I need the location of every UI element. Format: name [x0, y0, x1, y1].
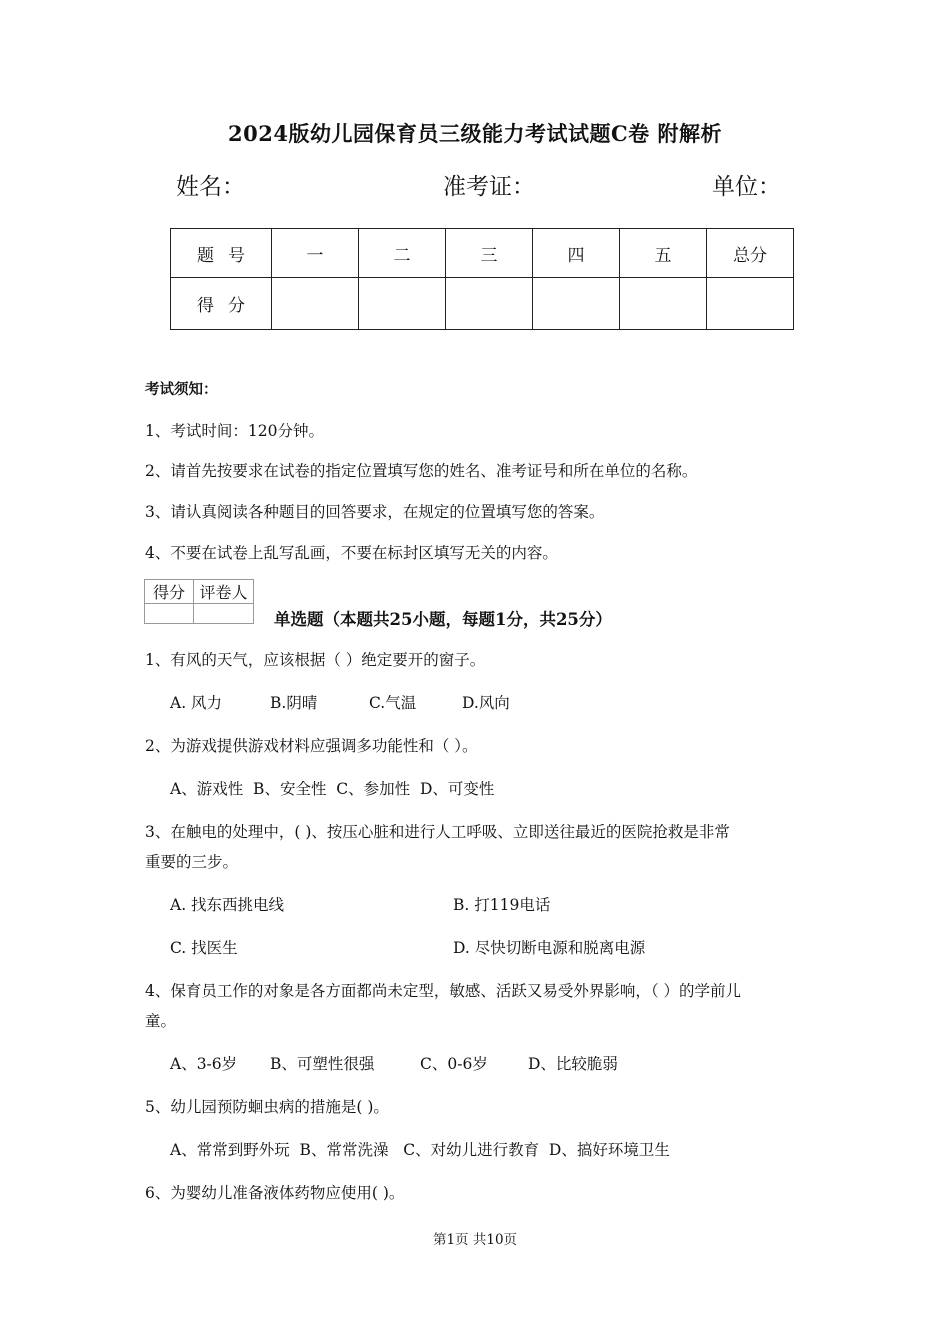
question-3-option-d: D. 尽快切断电源和脱离电源: [453, 939, 646, 957]
score-cell: [272, 278, 359, 330]
question-3-option-c: C. 找医生: [170, 939, 238, 957]
question-1-option-a: A. 风力: [170, 694, 223, 712]
question-3-stem-line1: 3、在触电的处理中，( )、按压心脏和进行人工呼吸、立即送往最近的医院抢救是非常: [145, 823, 730, 841]
exam-id-field-label: 准考证：: [443, 174, 535, 200]
score-table-col-3: 三: [446, 229, 533, 278]
question-4-option-d: D、比较脆弱: [528, 1055, 618, 1073]
grader-score-label: 得分: [145, 580, 194, 604]
notice-title: 考试须知：: [145, 381, 218, 398]
question-3-stem-line2: 重要的三步。: [145, 853, 239, 871]
question-5-stem: 5、幼儿园预防蛔虫病的措施是( )。: [145, 1098, 389, 1116]
score-table: [170, 228, 794, 330]
question-4-stem-line2: 童。: [145, 1012, 177, 1030]
notice-item-1: 1、考试时间：120分钟。: [145, 422, 324, 440]
unit-field-label: 单位：: [712, 174, 781, 200]
question-1-option-d: D.风向: [462, 694, 510, 712]
score-table-col-total: 总分: [707, 229, 794, 278]
grader-reviewer-label: 评卷人: [194, 580, 254, 604]
question-1-option-c: C.气温: [369, 694, 417, 712]
exam-title: 2024版幼儿园保育员三级能力考试试题C卷 附解析: [228, 121, 722, 146]
question-5-options: A、常常到野外玩 B、常常洗澡 C、对幼儿进行教育 D、搞好环境卫生: [170, 1141, 670, 1159]
question-1-option-b: B.阴晴: [270, 694, 318, 712]
score-cell: [620, 278, 707, 330]
question-1-stem: 1、有风的天气，应该根据（ ）绝定要开的窗子。: [145, 651, 486, 669]
question-4-option-c: C、0-6岁: [420, 1055, 488, 1073]
score-cell: [446, 278, 533, 330]
name-field-label: 姓名：: [176, 174, 245, 200]
grader-reviewer-cell: [194, 604, 254, 624]
page-footer: 第1页 共10页: [432, 1232, 518, 1248]
score-cell: [359, 278, 446, 330]
question-2-options: A、游戏性 B、安全性 C、参加性 D、可变性: [170, 780, 495, 798]
notice-item-3: 3、请认真阅读各种题目的回答要求，在规定的位置填写您的答案。: [145, 503, 605, 521]
score-table-col-1: 一: [272, 229, 359, 278]
score-table-col-5: 五: [620, 229, 707, 278]
score-table-col-4: 四: [533, 229, 620, 278]
score-cell: [533, 278, 620, 330]
grader-score-cell: [145, 604, 194, 624]
score-table-col-2: 二: [359, 229, 446, 278]
question-4-option-b: B、可塑性很强: [270, 1055, 375, 1073]
grader-table: [144, 579, 254, 624]
question-6-stem: 6、为婴幼儿准备液体药物应使用( )。: [145, 1184, 405, 1202]
question-4-option-a: A、3-6岁: [170, 1055, 238, 1073]
score-table-row1-head: 题号: [171, 229, 272, 278]
score-cell: [707, 278, 794, 330]
question-3-option-b: B. 打119电话: [453, 896, 551, 914]
question-4-stem-line1: 4、保育员工作的对象是各方面都尚未定型，敏感、活跃又易受外界影响，（ ）的学前儿: [145, 982, 742, 1000]
score-table-row2-head: 得分: [171, 278, 272, 330]
section-title: 单选题（本题共25小题，每题1分，共25分）: [274, 610, 612, 629]
question-3-option-a: A. 找东西挑电线: [170, 896, 285, 914]
question-2-stem: 2、为游戏提供游戏材料应强调多功能性和（ ）。: [145, 737, 478, 755]
notice-item-2: 2、请首先按要求在试卷的指定位置填写您的姓名、准考证号和所在单位的名称。: [145, 462, 698, 480]
notice-item-4: 4、不要在试卷上乱写乱画，不要在标封区填写无关的内容。: [145, 544, 558, 562]
